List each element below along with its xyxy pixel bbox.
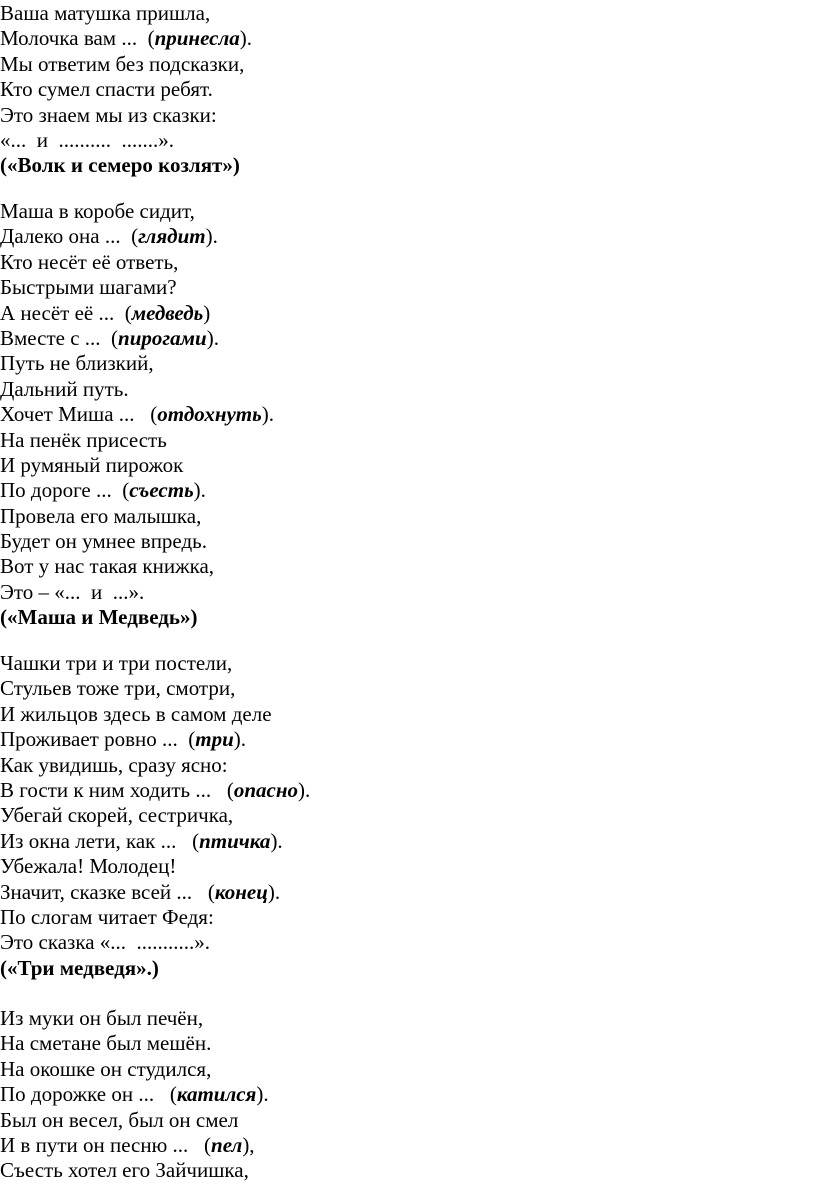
verse-line bbox=[0, 753, 800, 778]
verse-line bbox=[0, 1006, 800, 1031]
verse-text: На пенёк присесть bbox=[0, 427, 167, 452]
verse-text: Молочка вам ... ( bbox=[0, 26, 155, 51]
verse-text: По дороге ... ( bbox=[0, 478, 130, 503]
verse-text: А несёт её ... ( bbox=[0, 300, 132, 325]
verse-text: Провела его малышка, bbox=[0, 503, 202, 528]
verse-line bbox=[0, 402, 800, 427]
verse-text: На сметане был мешён. bbox=[0, 1031, 212, 1056]
verse-punct: ). bbox=[267, 879, 281, 904]
verse-punct: ). bbox=[261, 402, 274, 427]
verse-text: Маша в коробе сидит, bbox=[0, 199, 195, 223]
verse-text: Убежала! Молодец! bbox=[0, 854, 177, 879]
verse-punct: ). bbox=[256, 1082, 269, 1107]
verse-text: Значит, сказке всей ... ( bbox=[0, 879, 215, 904]
riddle-stanza-1 bbox=[0, 1, 800, 179]
verse-line bbox=[0, 880, 800, 905]
verse-line bbox=[0, 1158, 800, 1183]
verse-line bbox=[0, 199, 800, 224]
answer-word: конец bbox=[214, 879, 268, 904]
verse-line bbox=[0, 301, 800, 326]
verse-text: И жильцов здесь в самом деле bbox=[0, 701, 272, 726]
verse-line bbox=[0, 453, 800, 478]
verse-text: Из окна лети, как ... ( bbox=[0, 828, 200, 853]
answer-word: съесть bbox=[129, 478, 194, 503]
verse-line bbox=[0, 377, 800, 402]
verse-text: Съесть хотел его Зайчишка, bbox=[0, 1158, 249, 1183]
verse-text: Мы ответим без подсказки, bbox=[0, 51, 245, 76]
verse-text: И румяный пирожок bbox=[0, 452, 184, 477]
verse-text: Как увидишь, сразу ясно: bbox=[0, 752, 228, 777]
riddle-stanza-4 bbox=[0, 1006, 800, 1184]
verse-line bbox=[0, 651, 800, 676]
answer-word: принесла bbox=[154, 26, 240, 51]
fairy-tale-title: («Маша и Медведь») bbox=[0, 605, 198, 630]
verse-text: Вот у нас такая книжка, bbox=[0, 554, 215, 579]
verse-text: Далеко она ... ( bbox=[0, 224, 139, 249]
verse-text: Это знаем мы из сказки: bbox=[0, 102, 217, 127]
verse-line bbox=[0, 26, 800, 51]
verse-line bbox=[0, 529, 800, 554]
verse-line bbox=[0, 351, 800, 376]
answer-word: пирогами bbox=[118, 325, 207, 350]
answer-word: пел bbox=[211, 1132, 243, 1157]
fairy-tale-title: («Три медведя».) bbox=[0, 955, 159, 980]
verse-text: Проживает ровно ... ( bbox=[0, 727, 196, 752]
verse-line bbox=[0, 1, 800, 26]
verse-line bbox=[0, 52, 800, 77]
riddle-stanza-2 bbox=[0, 199, 800, 631]
verse-line bbox=[0, 778, 800, 803]
verse-punct: ). bbox=[233, 727, 247, 752]
verse-text: И в пути он песню ... ( bbox=[0, 1132, 212, 1157]
answer-word: катился bbox=[176, 1082, 257, 1107]
answer-word: три bbox=[195, 727, 234, 752]
verse-line bbox=[0, 428, 800, 453]
verse-text: По слогам читает Федя: bbox=[0, 904, 214, 929]
verse-text: Кто несёт её ответь, bbox=[0, 249, 179, 274]
verse-text: Это – «... и ...». bbox=[0, 579, 145, 604]
verse-text: Дальний путь. bbox=[0, 376, 129, 401]
verse-punct: ), bbox=[242, 1132, 255, 1157]
verse-punct: ). bbox=[298, 777, 311, 802]
verse-line bbox=[0, 224, 800, 249]
fairy-tale-title: («Волк и семеро козлят») bbox=[0, 153, 240, 178]
verse-line bbox=[0, 1108, 800, 1133]
verse-text: По дорожке он ... ( bbox=[0, 1082, 177, 1107]
verse-line bbox=[0, 676, 800, 701]
verse-punct: ). bbox=[239, 26, 252, 51]
verse-text: Ваша матушка пришла, bbox=[0, 1, 211, 25]
verse-line bbox=[0, 326, 800, 351]
verse-line bbox=[0, 930, 800, 955]
verse-line bbox=[0, 829, 800, 854]
verse-line bbox=[0, 854, 800, 879]
verse-punct: ) bbox=[203, 300, 211, 325]
verse-line bbox=[0, 727, 800, 752]
verse-text: Чашки три и три постели, bbox=[0, 651, 233, 675]
verse-line bbox=[0, 478, 800, 503]
answer-word: медведь bbox=[131, 300, 204, 325]
verse-line bbox=[0, 554, 800, 579]
answer-word: отдохнуть bbox=[157, 402, 262, 427]
verse-line bbox=[0, 1133, 800, 1158]
verse-line bbox=[0, 905, 800, 930]
verse-text: Хочет Миша ... ( bbox=[0, 402, 158, 427]
verse-text: Путь не близкий, bbox=[0, 351, 154, 376]
verse-text: Это сказка «... ...........». bbox=[0, 930, 211, 955]
verse-text: Убегай скорей, сестричка, bbox=[0, 803, 234, 828]
verse-line bbox=[0, 250, 800, 275]
verse-punct: ). bbox=[270, 828, 283, 853]
verse-line bbox=[0, 702, 800, 727]
verse-text: На окошке он студился, bbox=[0, 1056, 212, 1081]
verse-text: В гости к ним ходить ... ( bbox=[0, 777, 234, 802]
verse-punct: ). bbox=[206, 325, 219, 350]
verse-line bbox=[0, 275, 800, 300]
verse-punct: ). bbox=[193, 478, 206, 503]
verse-line bbox=[0, 1031, 800, 1056]
verse-punct: ). bbox=[205, 224, 218, 249]
verse-text: Будет он умнее впредь. bbox=[0, 529, 207, 554]
verse-line bbox=[0, 128, 800, 153]
verse-text: Из муки он был печён, bbox=[0, 1006, 204, 1030]
verse-text: Кто сумел спасти ребят. bbox=[0, 77, 213, 102]
verse-text: Стульев тоже три, смотри, bbox=[0, 676, 236, 701]
verse-line bbox=[0, 103, 800, 128]
riddle-stanza-3 bbox=[0, 651, 800, 981]
answer-word: опасно bbox=[233, 777, 299, 802]
verse-line bbox=[0, 580, 800, 605]
verse-line bbox=[0, 504, 800, 529]
verse-text: «... и .......... .......». bbox=[0, 127, 174, 152]
verse-line bbox=[0, 803, 800, 828]
verse-line bbox=[0, 77, 800, 102]
verse-line bbox=[0, 1057, 800, 1082]
answer-word: глядит bbox=[138, 224, 206, 249]
verse-text: Был он весел, был он смел bbox=[0, 1107, 239, 1132]
answer-word: птичка bbox=[199, 828, 271, 853]
verse-text: Быстрыми шагами? bbox=[0, 275, 177, 300]
verse-line bbox=[0, 1082, 800, 1107]
verse-text: Вместе с ... ( bbox=[0, 325, 119, 350]
